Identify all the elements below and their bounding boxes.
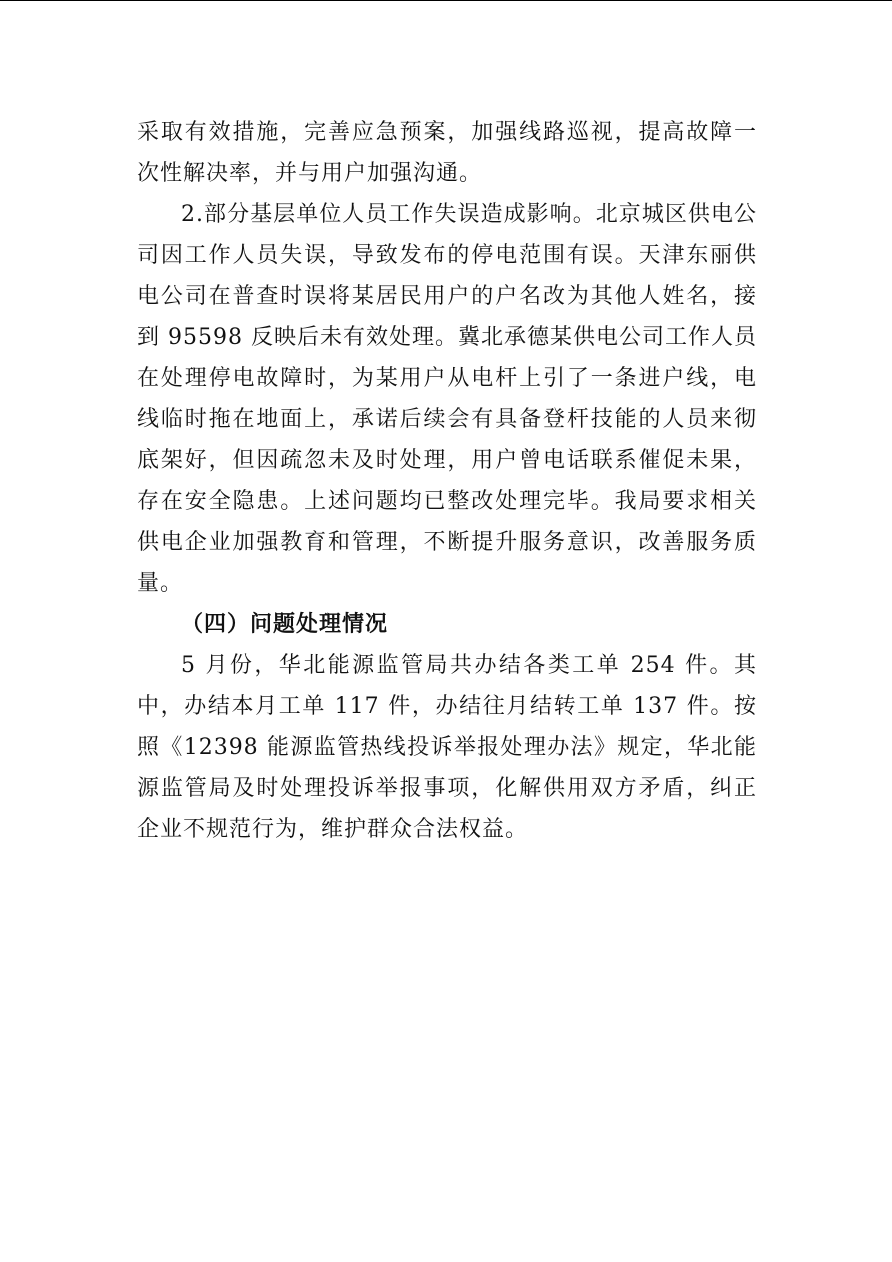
paragraph-staff-errors: 2.部分基层单位人员工作失误造成影响。北京城区供电公司因工作人员失误，导致发布的停电范围有误。天津东丽供电公司在普查时误将某居民用户的户名改为其他人姓名，接到 95598 反映后未有效处理。冀北承德某供电公司工作人员在处理停电故障时，为某用户从电杆上引了一条进户线，电线临时拖在地面上，承诺后续会有具备登杆技能的人员来彻底架好，但因疏忽未及时处理，用户曾电话联系催促未果，存在安全隐患。上述问题均已整改处理完毕。我局要求相关供电企业加强教育和管理，不断提升服务意识，改善服务质量。 bbox=[137, 202, 757, 596]
paragraph-continued-measures: 采取有效措施，完善应急预案，加强线路巡视，提高故障一次性解决率，并与用户加强沟通。 bbox=[137, 120, 757, 186]
section-heading-problem-handling: （四）问题处理情况 bbox=[181, 612, 389, 637]
top-border-line bbox=[0, 0, 892, 1]
paragraph-work-orders: 5 月份，华北能源监管局共办结各类工单 254 件。其中，办结本月工单 117 件，办结往月结转工单 137 件。按照《12398 能源监管热线投诉举报处理办法》规定，华北能源监管局及时处理投诉举报事项，化解供用双方矛盾，纠正企业不规范行为，维护群众合法权益。 bbox=[137, 653, 757, 842]
document-body bbox=[137, 112, 757, 850]
